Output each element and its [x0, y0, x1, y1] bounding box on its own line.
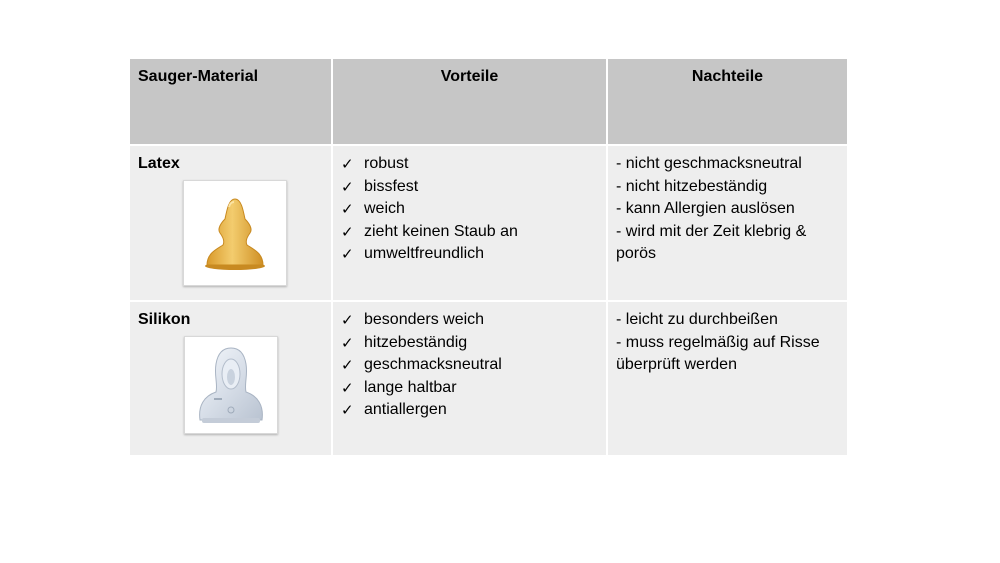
check-icon: ✓ — [341, 155, 354, 173]
list-item: - muss regelmäßig auf Risse — [616, 333, 820, 351]
header-vorteile: Vorteile — [333, 59, 606, 144]
list-item: ✓ zieht keinen Staub an — [341, 221, 598, 244]
list-item: - nicht geschmacksneutral — [616, 155, 802, 172]
list-item: ✓ robust — [341, 153, 598, 176]
vorteile-list-silikon — [341, 309, 598, 422]
check-icon: ✓ — [341, 311, 354, 329]
nachteile-list-latex — [616, 153, 839, 266]
list-item: ✓ umweltfreundlich — [341, 243, 598, 266]
list-item: - leicht zu durchbeißen — [616, 311, 778, 328]
header-material: Sauger-Material — [130, 59, 331, 144]
latex-teat-photo — [183, 180, 287, 286]
latex-teat-icon — [203, 195, 267, 271]
nachteile-cell-silikon — [608, 302, 847, 455]
check-icon: ✓ — [341, 356, 354, 374]
list-item: ✓ lange haltbar — [341, 377, 598, 400]
header-nachteile: Nachteile — [608, 59, 847, 144]
list-item: ✓ geschmacksneutral — [341, 354, 598, 377]
nachteile-cell-latex — [608, 146, 847, 300]
list-item: - kann Allergien auslösen — [616, 200, 795, 217]
vorteile-cell-latex — [333, 146, 606, 300]
list-item: überprüft werden — [616, 356, 737, 373]
material-cell-latex — [130, 146, 331, 300]
vorteile-list-latex — [341, 153, 598, 266]
list-item: - wird mit der Zeit klebrig & — [616, 222, 807, 240]
silicone-teat-photo — [184, 336, 278, 434]
check-icon: ✓ — [341, 222, 354, 241]
nachteile-list-silikon — [616, 309, 839, 377]
list-item: porös — [616, 245, 657, 262]
list-item: - nicht hitzebeständig — [616, 177, 768, 195]
silicone-teat-icon — [192, 344, 270, 426]
list-item: ✓ bissfest — [341, 176, 598, 199]
material-name-silikon: Silikon — [138, 311, 191, 328]
list-item: ✓ weich — [341, 198, 598, 221]
vorteile-cell-silikon — [333, 302, 606, 455]
check-icon: ✓ — [341, 245, 354, 263]
material-cell-silikon — [130, 302, 331, 455]
check-icon: ✓ — [341, 200, 354, 218]
material-name-latex: Latex — [138, 155, 180, 172]
comparison-table — [130, 59, 843, 455]
check-icon: ✓ — [341, 333, 354, 352]
check-icon: ✓ — [341, 401, 354, 419]
list-item: ✓ besonders weich — [341, 309, 598, 332]
check-icon: ✓ — [341, 177, 354, 196]
list-item: ✓ hitzebeständig — [341, 332, 598, 355]
check-icon: ✓ — [341, 378, 354, 397]
list-item: ✓ antiallergen — [341, 399, 598, 422]
